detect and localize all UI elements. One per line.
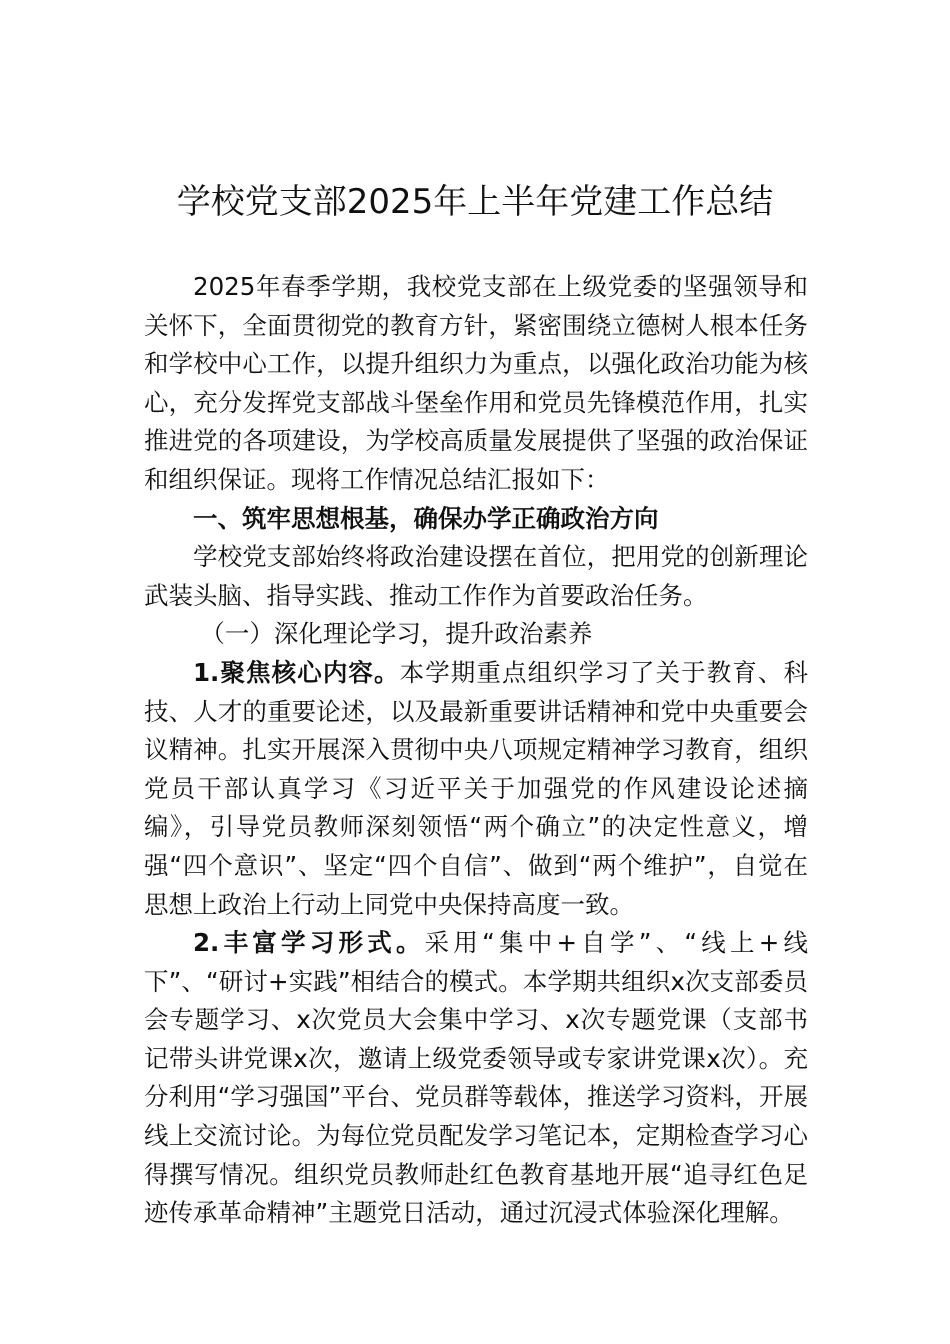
- item-1-paragraph: [144, 654, 808, 924]
- item-2-lead: 2.丰富学习形式。: [193, 928, 425, 958]
- item-1-text: 本学期重点组织学习了关于教育、科技、人才的重要论述，以及最新重要讲话精神和党中央重要会议精神。扎实开展深入贯彻中央八项规定精神学习教育，组织党员干部认真学习《习近平关于加强党的作风建设论述摘编》，引导党员教师深刻领悟“两个确立”的决定性意义，增强“四个意识”、坚定“四个自信”、做到“两个维护”，自觉在思想上政治上行动上同党中央保持高度一致。: [144, 657, 809, 919]
- subsection-heading-1: （一）深化理论学习，提升政治素养: [200, 619, 593, 649]
- document-title: 学校党支部2025年上半年党建工作总结: [176, 182, 774, 222]
- item-2-paragraph: [144, 924, 808, 1233]
- item-1-lead: 1.聚焦核心内容。: [193, 657, 400, 687]
- section-heading-1: 一、筑牢思想根基，确保办学正确政治方向: [193, 503, 659, 533]
- section-1-intro-paragraph: 学校党支部始终将政治建设摆在首位，把用党的创新理论武装头脑、指导实践、推动工作作为首要政治任务。: [144, 542, 808, 610]
- document-body: [144, 268, 808, 1233]
- intro-paragraph: 2025年春季学期，我校党支部在上级党委的坚强领导和关怀下，全面贯彻党的教育方针，紧密围绕立德树人根本任务和学校中心工作，以提升组织力为重点，以强化政治功能为核心，充分发挥党支部战斗堡垒作用和党员先锋模范作用，扎实推进党的各项建设，为学校高质量发展提供了坚强的政治保证和组织保证。现将工作情况总结汇报如下：: [144, 272, 808, 494]
- item-2-text: 采用“集中+自学”、“线上+线下”、“研讨+实践”相结合的模式。本学期共组织x次支部委员会专题学习、x次党员大会集中学习、x次专题党课（支部书记带头讲党课x次，邀请上级党委领导或专家讲党课x次）。充分利用“学习强国”平台、党员群等载体，推送学习资料，开展线上交流讨论。为每位党员配发学习笔记本，定期检查学习心得撰写情况。组织党员教师赴红色教育基地开展“追寻红色足迹传承革命精神”主题党日活动，通过沉浸式体验深化理解。: [144, 928, 808, 1228]
